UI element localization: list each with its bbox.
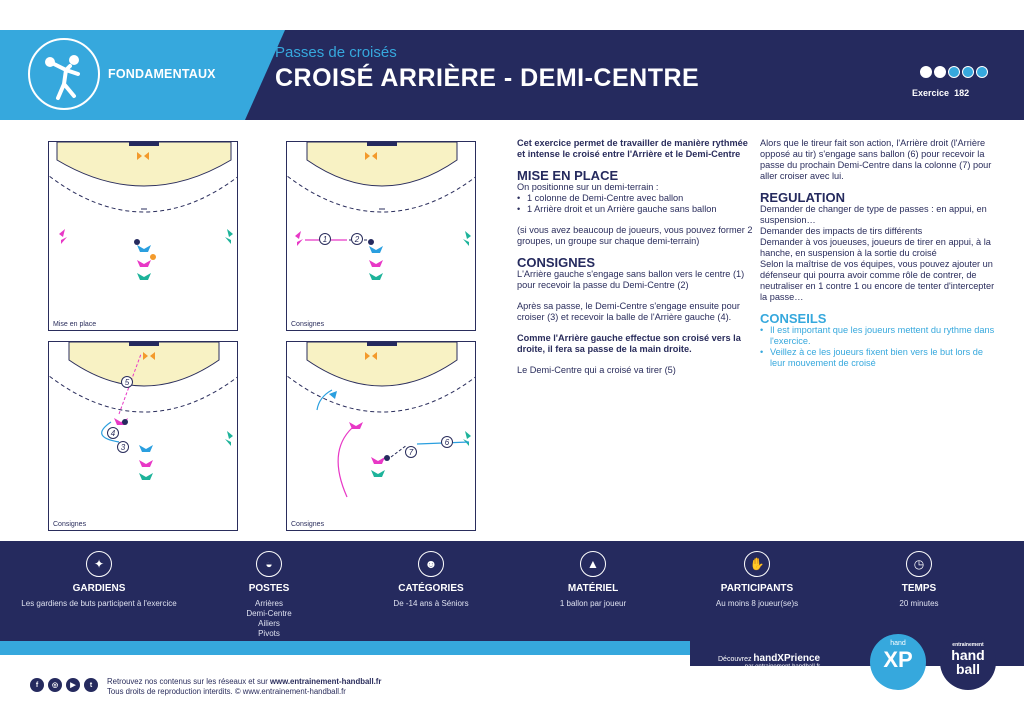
people-icon: ☻ — [418, 551, 444, 577]
regulation-line: Demander des impacts de tirs différents — [760, 226, 923, 236]
difficulty-ball-icon — [934, 66, 946, 78]
xp-logo-big: XP — [883, 647, 913, 672]
entrainement-handball-logo[interactable] — [940, 634, 996, 690]
list-item: • Veillez à ce les joueurs fixent bien vers le but lors de leur mouvement de croisé — [760, 347, 1000, 369]
consignes-paragraph: Comme l'Arrière gauche effectue son croisé vers la droite, il fera sa passe de la main droite. — [517, 333, 741, 354]
footer-item-categories — [346, 551, 516, 609]
regulation-heading: REGULATION — [760, 190, 845, 205]
footer-item-title: PARTICIPANTS — [720, 583, 794, 594]
xp-promo[interactable] — [718, 653, 820, 670]
continuation-paragraph: Alors que le tireur fait son action, l'Arrière droit (l'Arrière opposé au tir) s'engage sans ballon (6) pour recevoir la passe du prochain Demi-Centre dans la colonne (7) pour aller croiser avec lui. — [760, 138, 992, 181]
youtube-icon[interactable]: ▶ — [66, 678, 80, 692]
mise-en-place-text: On positionne sur un demi-terrain : — [517, 182, 659, 192]
footer-item-materiel — [508, 551, 678, 609]
handxp-logo[interactable] — [870, 634, 926, 690]
description-column-2 — [760, 138, 1000, 369]
court-diagram-step1 — [286, 141, 476, 331]
mise-en-place-list — [517, 193, 757, 215]
exercise-label: Exercice — [912, 88, 950, 98]
list-item: • Il est important que les joueurs mettent du rythme dans l'exercice. — [760, 325, 1000, 347]
consignes-paragraph: Après sa passe, le Demi-Centre s'engage ensuite pour croiser (3) et recevoir la balle de l'Arrière gauche (4). — [517, 301, 740, 322]
footer-item-title: CATÉGORIES — [398, 583, 464, 594]
clock-icon: ◷ — [906, 551, 932, 577]
footer-item-text: Arrières Demi-Centre Ailiers Pivots — [246, 599, 292, 638]
conseils-heading: CONSEILS — [760, 311, 827, 326]
regulation-line: Selon la maîtrise de vos équipes, vous pouvez ajouter un défenseur qui pourra avoir comme rôle de contrer, de neutraliser en 1 contre 1 ou encore de tenter d'intercepter la passe… — [760, 259, 995, 302]
hb-logo-top: entrainement — [952, 642, 984, 648]
list-item: • 1 colonne de Demi-Centre avec ballon — [517, 193, 757, 204]
list-item: • 1 Arrière droit et un Arrière gauche sans ballon — [517, 204, 757, 215]
footer-item-title: POSTES — [248, 583, 290, 594]
footer-item-gardiens — [14, 551, 184, 609]
footer-line1: Retrouvez nos contenus sur les réseaux et sur — [107, 677, 270, 686]
page-subtitle: Passes de croisés — [275, 44, 397, 61]
handshake-icon: ✋ — [744, 551, 770, 577]
page-title: CROISÉ ARRIÈRE - DEMI-CENTRE — [275, 64, 700, 92]
consignes-paragraph: L'Arrière gauche s'engage sans ballon vers le centre (1) pour recevoir la passe du Demi-Centre (2) — [517, 269, 745, 290]
step-marker: 7 — [405, 446, 417, 458]
difficulty-ball-icon — [948, 66, 960, 78]
cone-icon: ▲ — [580, 551, 606, 577]
mise-en-place-heading: MISE EN PLACE — [517, 168, 619, 183]
difficulty-ball-icon — [976, 66, 988, 78]
twitter-icon[interactable]: t — [84, 678, 98, 692]
instagram-icon[interactable]: ◎ — [48, 678, 62, 692]
footer-item-text: De -14 ans à Séniors — [393, 599, 469, 608]
step-marker: 5 — [121, 376, 133, 388]
difficulty-ball-icon — [920, 66, 932, 78]
step-marker: 2 — [351, 233, 363, 245]
regulation-line: Demander à vos joueuses, joueurs de tirer en appui, à la hanche, en suspension à la sortie du croisé — [760, 237, 991, 258]
step-marker: 1 — [319, 233, 331, 245]
header-banner — [0, 30, 1024, 120]
footer-item-text: 20 minutes — [899, 599, 939, 608]
difficulty-rating — [920, 66, 988, 78]
info-footer — [0, 541, 1024, 641]
step-marker: 3 — [117, 441, 129, 453]
court-diagram-step2 — [48, 341, 238, 531]
intro-text: Cet exercice permet de travailler de manière rythmée et intense le croisé entre l'Arrière et le Demi-Centre — [517, 138, 748, 159]
xp-brand-text: handXPrience — [753, 653, 821, 664]
step-marker: 6 — [441, 436, 453, 448]
court-label: Consignes — [53, 521, 87, 528]
court-icon: ◒ — [256, 551, 282, 577]
footer-item-participants — [672, 551, 842, 609]
xp-discover-text: Découvrez — [718, 656, 752, 663]
consignes-heading: CONSIGNES — [517, 255, 596, 270]
court-label: Mise en place — [53, 321, 97, 328]
step-marker: 4 — [107, 427, 119, 439]
court-label: Consignes — [291, 521, 325, 528]
footer-line2: Tous droits de reproduction interdits. © www.entrainement-handball.fr — [107, 687, 346, 696]
footer-item-text: Au moins 8 joueur(se)s — [715, 599, 799, 608]
site-link[interactable]: www.entrainement-handball.fr — [269, 677, 382, 686]
footer-item-text: Les gardiens de buts participent à l'exercice — [21, 599, 177, 608]
description-column-1 — [517, 138, 757, 376]
footer-item-title: TEMPS — [901, 583, 937, 594]
exercise-value: 182 — [954, 88, 970, 98]
footer-item-title: GARDIENS — [72, 583, 126, 594]
hb-logo-bot: ball — [955, 661, 981, 677]
difficulty-ball-icon — [962, 66, 974, 78]
category-label: FONDAMENTAUX — [108, 67, 216, 81]
court-diagram-step3 — [286, 341, 476, 531]
xp-by-text: par entrainement-handball.fr — [744, 664, 821, 670]
copyright-text — [107, 677, 381, 697]
consignes-paragraph: Le Demi-Centre qui a croisé va tirer (5) — [517, 365, 676, 375]
xp-logo-small: hand — [890, 640, 906, 647]
footer-item-temps — [834, 551, 1004, 609]
goalkeeper-icon: ✦ — [86, 551, 112, 577]
court-diagram-setup — [48, 141, 238, 331]
footer-item-title: MATÉRIEL — [567, 583, 619, 594]
footer-item-postes — [184, 551, 354, 639]
regulation-line: Demander de changer de type de passes : en appui, en suspension… — [760, 204, 987, 225]
category-panel — [0, 30, 245, 120]
exercise-number — [912, 88, 969, 98]
court-label: Consignes — [291, 321, 325, 328]
mise-en-place-note: (si vous avez beaucoup de joueurs, vous pouvez former 2 groupes, un groupe sur chaque demi-terrain) — [517, 225, 753, 246]
handball-player-icon — [28, 38, 100, 110]
footer-item-text: 1 ballon par joueur — [559, 599, 627, 608]
facebook-icon[interactable]: f — [30, 678, 44, 692]
conseils-list — [760, 325, 1000, 369]
social-links — [30, 678, 98, 692]
hb-logo-mid: hand — [951, 647, 985, 663]
